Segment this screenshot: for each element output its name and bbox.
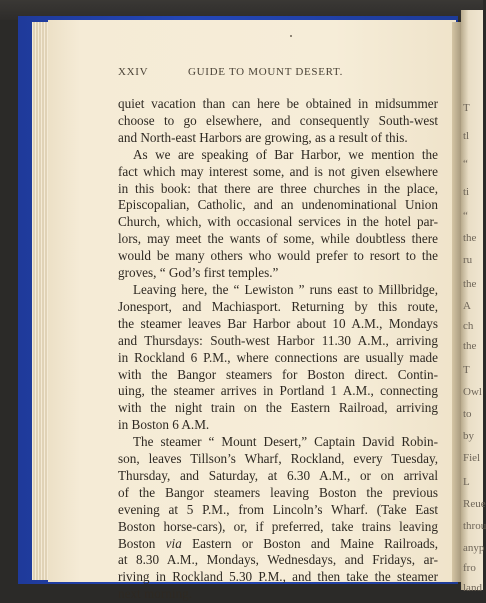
text-line: lors, may meet the wants of some, while doubtless there xyxy=(118,231,438,247)
text-line: at 8.30 A.M., Mondays, Wednesdays, and Fridays, ar- xyxy=(118,552,438,568)
body-text xyxy=(118,96,438,603)
text-line: in this book: that there are three churches in the place, xyxy=(118,180,438,196)
text-line: would be many others who would prefer to resort to the xyxy=(118,248,438,264)
text-line: the steamer leaves Bar Harbor about 10 A.M., Mondays xyxy=(118,315,438,331)
facing-page-fragment: tl xyxy=(463,130,470,142)
text-line: choose to go elsewhere, and consequently South-west xyxy=(118,112,438,128)
facing-page-fragment: Fiel xyxy=(463,452,481,464)
facing-page-fragment: the xyxy=(463,232,477,244)
facing-page-fragment: the xyxy=(463,340,477,352)
text-line: with the Bangor steamers for Boston direct. Contin- xyxy=(118,366,438,382)
text-line: of the Bangor steamers leaving Boston the previous xyxy=(118,484,438,500)
facing-page-fragment: ru xyxy=(463,254,473,266)
paragraph xyxy=(118,96,438,147)
text-line: fact which may interest some, and is not given elsewhere xyxy=(118,163,438,179)
facing-page-fragment: A xyxy=(463,300,471,312)
text-line: Boston via Eastern or Boston and Maine Railroads, xyxy=(118,535,438,551)
text-line: and North-east Harbors are growing, as a result of this. xyxy=(118,129,408,145)
text-line: son, leaves Tillson’s Wharf, Rockland, every Tuesday, xyxy=(118,451,438,467)
facing-page-fragment: Reue xyxy=(463,498,486,510)
facing-page-fragment: T xyxy=(463,364,470,376)
facing-page-fragment: ti xyxy=(463,186,470,198)
text-line: and Thursdays: South-west Harbor 11.30 A.M., arriving xyxy=(118,332,438,348)
facing-page-fragment: anyp xyxy=(463,542,485,554)
text-line: As we are speaking of Bar Harbor, we mention the xyxy=(133,146,438,162)
facing-page-fragment: “ xyxy=(463,158,468,170)
facing-page-fragment: by xyxy=(463,430,474,442)
facing-page xyxy=(461,10,486,594)
page-speck xyxy=(290,35,292,37)
facing-page-fragment: L xyxy=(463,476,470,488)
text-line: quiet vacation than can here be obtained in midsummer xyxy=(118,96,438,111)
text-line: with the night train on the Eastern Railroad, arriving xyxy=(118,400,438,416)
text-line: evening at 5 P.M., from Lincoln’s Wharf. (Take East xyxy=(118,501,438,517)
text-line: riving in Rockland 5.30 P.M., and then take the steamer xyxy=(118,569,438,585)
text-line: Jonesport, and Machiasport. Returning by this route, xyxy=(118,298,438,314)
text-line: The steamer “ Mount Desert,” Captain David Robin- xyxy=(133,434,438,450)
paragraph xyxy=(118,434,438,603)
paragraph xyxy=(118,282,438,434)
text-line: Boston horse-cars), or, if preferred, take trains leaving xyxy=(118,518,438,534)
facing-page-fragment: “ xyxy=(463,210,468,222)
facing-page-fragment: the xyxy=(463,278,477,290)
facing-page-fragment: T xyxy=(463,102,470,114)
text-line: uing, the steamer arrives in Portland 1 A.M., connecting xyxy=(118,383,438,399)
text-line: Thursday, and Saturday, at 6.30 A.M., or on arrival xyxy=(118,467,438,483)
facing-page-fragment: ch xyxy=(463,320,474,332)
facing-page-fragment: land xyxy=(463,582,482,594)
text-line: groves, “ God’s first temples.” xyxy=(118,265,279,281)
text-line: Episcopalian, Catholic, and an undenominational Union xyxy=(118,197,438,213)
gutter-shadow xyxy=(452,22,461,582)
facing-page-fragment: Owl xyxy=(463,386,482,398)
text-line: next morning. xyxy=(118,586,192,602)
page-number: XXIV xyxy=(118,66,149,78)
facing-page-fragment: throu xyxy=(463,520,486,532)
header-title: GUIDE TO MOUNT DESERT. xyxy=(188,66,344,78)
text-line: Leaving here, the “ Lewiston ” runs east to Millbridge, xyxy=(133,281,438,297)
text-line: in Boston 6 A.M. xyxy=(118,417,210,433)
facing-page-fragment: to xyxy=(463,408,472,420)
paragraph xyxy=(118,147,438,282)
text-line: in Rockland 6 P.M., where connections are usually made xyxy=(118,349,438,365)
facing-page-fragment: fro xyxy=(463,562,476,574)
text-line: Church, which, with occasional services in the hotel par- xyxy=(118,214,438,230)
